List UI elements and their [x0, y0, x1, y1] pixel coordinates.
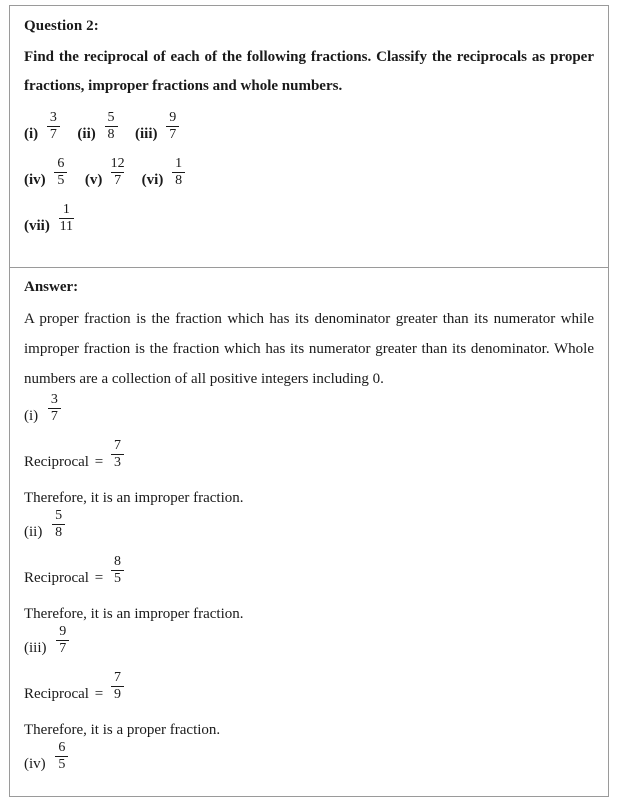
numerator: 6 [57, 156, 65, 171]
fraction-bar [111, 686, 124, 687]
denominator: 8 [175, 173, 183, 188]
reciprocal-label: Reciprocal [24, 686, 89, 702]
answer-item-iv-fraction-line [24, 742, 594, 786]
equals-sign: = [94, 686, 104, 702]
question-fraction-v [110, 156, 125, 188]
question-fraction-iv [53, 156, 68, 188]
fraction-bar [56, 640, 69, 641]
question-fraction-vii [58, 202, 75, 234]
answer-item-i-fraction-line [24, 394, 594, 438]
answer-item-i-conclusion: Therefore, it is an improper fraction. [24, 490, 244, 506]
numerator: 9 [59, 624, 67, 639]
denominator: 11 [59, 219, 74, 234]
denominator: 7 [169, 127, 177, 142]
fraction-bar [54, 172, 67, 173]
equals-sign: = [94, 570, 104, 586]
answer-item-ii-fraction-line [24, 510, 594, 554]
answer-item-label-iv: (iv) [24, 756, 46, 772]
question-fraction-i [46, 110, 61, 142]
numerator: 7 [113, 670, 121, 685]
answer-fraction-iv [54, 740, 69, 772]
equals-sign: = [94, 454, 104, 470]
denominator: 8 [55, 525, 63, 540]
numerator: 5 [107, 110, 115, 125]
answer-item-iii-conclusion: Therefore, it is a proper fraction. [24, 722, 221, 738]
denominator: 7 [114, 173, 122, 188]
fraction-bar [59, 218, 74, 219]
answer-item-i [24, 394, 594, 510]
denominator: 9 [113, 687, 121, 702]
answer-item-ii [24, 510, 594, 626]
answer-item-iii-fraction-line [24, 626, 594, 670]
fraction-bar [55, 756, 68, 757]
answer-heading: Answer: [24, 279, 79, 295]
fraction-bar [48, 408, 61, 409]
fraction-bar [111, 454, 124, 455]
question-items-row-3 [24, 203, 594, 249]
answer-item-ii-conclusion: Therefore, it is an improper fraction. [24, 606, 244, 622]
answer-reciprocal-fraction-iii [110, 670, 125, 702]
fraction-bar [111, 172, 124, 173]
question-body-text: Find the reciprocal of each of the following fractions. Classify the reciprocals as proper fractions, improper fractions and whole numbers. [24, 49, 594, 94]
numerator: 12 [110, 156, 125, 171]
answer-item-iii-reciprocal-line [24, 672, 594, 716]
question-item-label-vii: (vii) [24, 218, 50, 234]
question-fraction-list [24, 111, 594, 249]
fraction-bar [105, 126, 118, 127]
fraction-bar [52, 524, 65, 525]
answer-reciprocal-fraction-ii [110, 554, 125, 586]
numerator: 8 [113, 554, 121, 569]
numerator: 1 [62, 202, 70, 217]
numerator: 9 [169, 110, 177, 125]
numerator: 6 [58, 740, 66, 755]
question-section [10, 6, 608, 249]
fraction-bar [47, 126, 60, 127]
question-item-label-iii: (iii) [135, 126, 158, 142]
answer-item-label-i: (i) [24, 408, 39, 424]
reciprocal-label: Reciprocal [24, 454, 89, 470]
question-item-label-ii: (ii) [77, 126, 96, 142]
answer-reciprocal-fraction-i [110, 438, 125, 470]
exercise-content-box [9, 5, 609, 797]
denominator: 7 [50, 409, 58, 424]
answer-item-label-iii: (iii) [24, 640, 47, 656]
question-fraction-iii [165, 110, 180, 142]
denominator: 7 [59, 641, 67, 656]
question-heading: Question 2: [24, 18, 99, 34]
question-item-label-v: (v) [84, 172, 103, 188]
answer-fraction-ii [51, 508, 66, 540]
answer-item-ii-reciprocal-line [24, 556, 594, 600]
denominator: 3 [113, 455, 121, 470]
numerator: 3 [49, 110, 57, 125]
numerator: 3 [50, 392, 58, 407]
question-item-label-vi: (vi) [141, 172, 164, 188]
answer-item-label-ii: (ii) [24, 524, 43, 540]
answer-fraction-iii [55, 624, 70, 656]
question-items-row-2 [24, 157, 594, 203]
denominator: 7 [49, 127, 57, 142]
question-fraction-ii [104, 110, 119, 142]
answer-item-iii [24, 626, 594, 742]
denominator: 5 [57, 173, 65, 188]
question-fraction-vi [171, 156, 186, 188]
answer-fraction-i [47, 392, 62, 424]
denominator: 5 [58, 757, 66, 772]
numerator: 5 [55, 508, 63, 523]
question-item-label-i: (i) [24, 126, 39, 142]
reciprocal-label: Reciprocal [24, 570, 89, 586]
numerator: 1 [175, 156, 183, 171]
fraction-bar [172, 172, 185, 173]
answer-intro-paragraph: A proper fraction is the fraction which has its denominator greater than its numerator while improper fraction is the fraction which has its numerator greater than its denominator. Whole numbers are a collection of all positive integers including 0. [24, 311, 594, 387]
answer-item-iv [24, 742, 594, 786]
question-items-row-1 [24, 111, 594, 157]
section-gap [10, 249, 608, 267]
answer-section [10, 268, 608, 786]
denominator: 5 [113, 571, 121, 586]
fraction-bar [111, 570, 124, 571]
numerator: 7 [113, 438, 121, 453]
fraction-bar [166, 126, 179, 127]
question-item-label-iv: (iv) [24, 172, 46, 188]
denominator: 8 [107, 127, 115, 142]
answer-item-i-reciprocal-line [24, 440, 594, 484]
